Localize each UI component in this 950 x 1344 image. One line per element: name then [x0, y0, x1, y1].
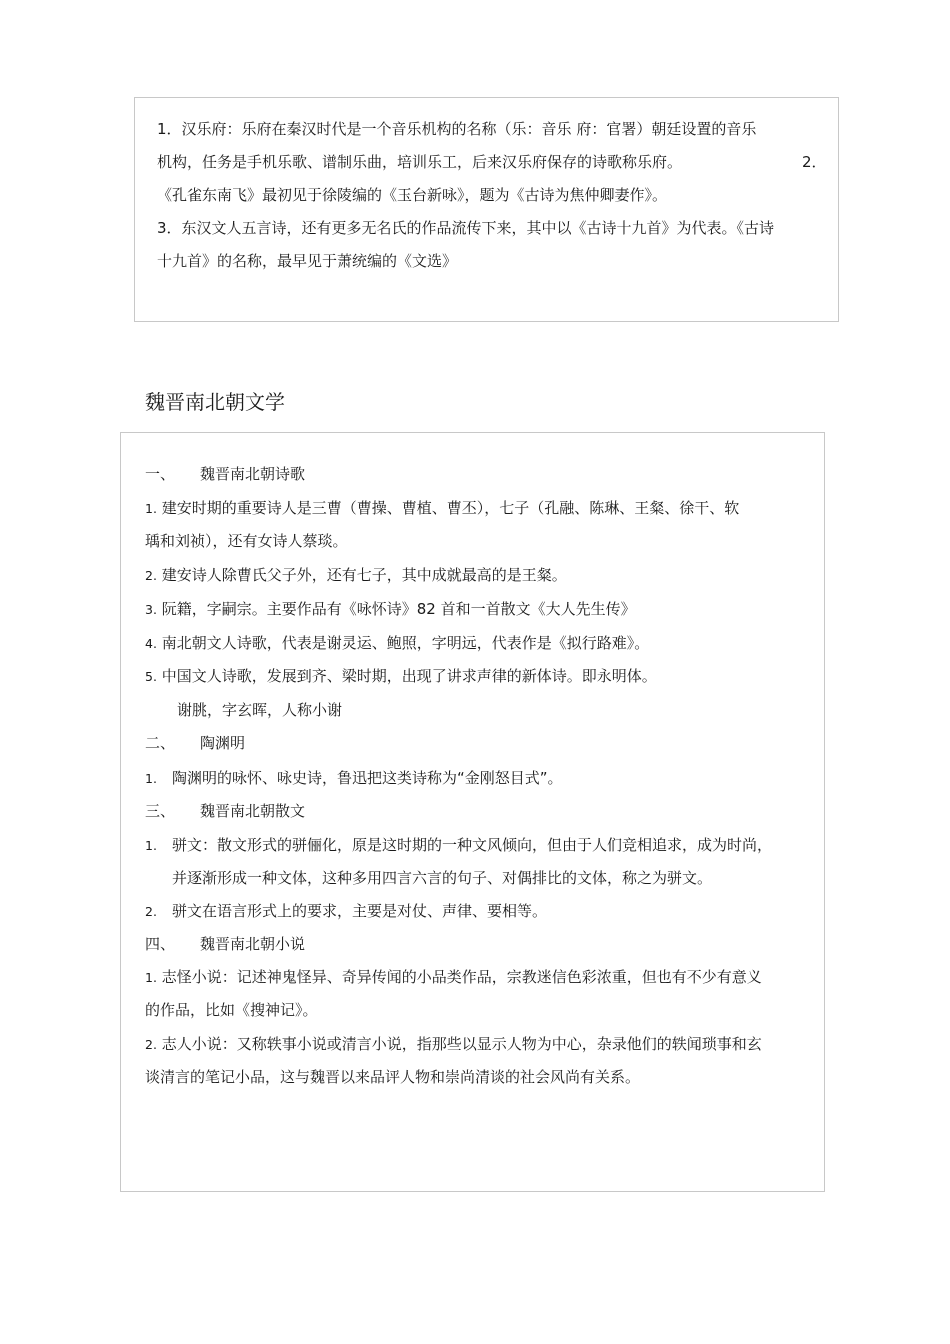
section-2-number: 二、	[145, 734, 176, 752]
item-number: 1.	[145, 501, 157, 516]
item-number: 1.	[145, 771, 157, 786]
han-line-2-num: 2．	[802, 153, 827, 171]
item-number: 2.	[145, 1037, 157, 1052]
item-number-inline: 82	[416, 600, 436, 618]
list-item	[145, 498, 739, 519]
item-number: 2.	[145, 904, 157, 919]
section-2-heading: 陶渊明	[200, 734, 246, 752]
item-number: 2.	[145, 568, 157, 583]
item-text: 志怪小说：记述神鬼怪异、奇异传闻的小品类作品，宗教迷信色彩浓重，但也有不少有意义	[161, 968, 762, 986]
list-item	[145, 599, 636, 620]
item-continuation: 瑀和刘祯），还有女诗人蔡琰。	[145, 532, 348, 550]
list-item	[145, 565, 567, 586]
item-continuation: 的作品，比如《搜神记》。	[145, 1001, 318, 1019]
item-text: 南北朝文人诗歌，代表是谢灵运、鲍照，字明远，代表作是《拟行路难》。	[161, 634, 650, 652]
item-text: 建安诗人除曹氏父子外，还有七子，其中成就最高的是王粲。	[161, 566, 567, 584]
han-line-2: 机构，任务是手机乐歌、谱制乐曲，培训乐工，后来汉乐府保存的诗歌称乐府。	[157, 153, 683, 171]
section-1-number: 一、	[145, 465, 176, 483]
section-3-number: 三、	[145, 802, 176, 820]
item-continuation: 并逐渐形成一种文体，这种多用四言六言的句子、对偶排比的文体，称之为骈文。	[172, 869, 713, 887]
list-item	[145, 967, 762, 988]
section-4-number: 四、	[145, 935, 176, 953]
han-line-4: 3．东汉文人五言诗，还有更多无名氏的作品流传下来，其中以《古诗十九首》为代表。《古诗	[157, 219, 775, 237]
item-number: 3.	[145, 602, 157, 617]
section-1-heading: 魏晋南北朝诗歌	[200, 465, 306, 483]
item-number: 4.	[145, 636, 157, 651]
item-text: 阮籍，字嗣宗。主要作品有《咏怀诗》	[161, 600, 417, 618]
item-text: 建安时期的重要诗人是三曹（曹操、曹植、曹丕），七子（孔融、陈琳、王粲、徐干、软	[161, 499, 740, 517]
list-item	[145, 901, 157, 922]
item-continuation: 谈清言的笔记小品，这与魏晋以来品评人物和崇尚清谈的社会风尚有关系。	[145, 1068, 641, 1086]
section-4-heading: 魏晋南北朝小说	[200, 935, 306, 953]
item-number: 5.	[145, 669, 157, 684]
item-text: 首和一首散文《大人先生传》	[440, 600, 636, 618]
list-item	[145, 835, 157, 856]
list-item	[145, 768, 157, 789]
list-item	[145, 633, 649, 654]
list-item	[145, 1034, 762, 1055]
item-text: 陶渊明的咏怀、咏史诗，鲁迅把这类诗称为“金刚怒目式”。	[172, 769, 563, 787]
item-number: 1.	[145, 838, 157, 853]
item-text: 骈文在语言形式上的要求，主要是对仗、声律、要相等。	[172, 902, 548, 920]
item-text: 志人小说：又称轶事小说或清言小说，指那些以显示人物为中心，杂录他们的轶闻琐事和玄	[161, 1035, 762, 1053]
item-continuation: 谢朓，字玄晖，人称小谢	[177, 701, 343, 719]
section-title: 魏晋南北朝文学	[145, 390, 285, 414]
item-text: 骈文：散文形式的骈俪化，原是这时期的一种文风倾向，但由于人们竞相追求，成为时尚，	[172, 836, 773, 854]
han-line-5: 十九首》的名称，最早见于萧统编的《文选》	[157, 252, 458, 270]
item-number: 1.	[145, 970, 157, 985]
section-3-heading: 魏晋南北朝散文	[200, 802, 306, 820]
item-text: 中国文人诗歌，发展到齐、梁时期，出现了讲求声律的新体诗。即永明体。	[161, 667, 657, 685]
han-line-1: 1．汉乐府：乐府在秦汉时代是一个音乐机构的名称（乐：音乐 府：官署）朝廷设置的音乐	[157, 120, 757, 138]
list-item	[145, 666, 657, 687]
han-line-3: 《孔雀东南飞》最初见于徐陵编的《玉台新咏》，题为《古诗为焦仲卿妻作》。	[157, 186, 668, 204]
